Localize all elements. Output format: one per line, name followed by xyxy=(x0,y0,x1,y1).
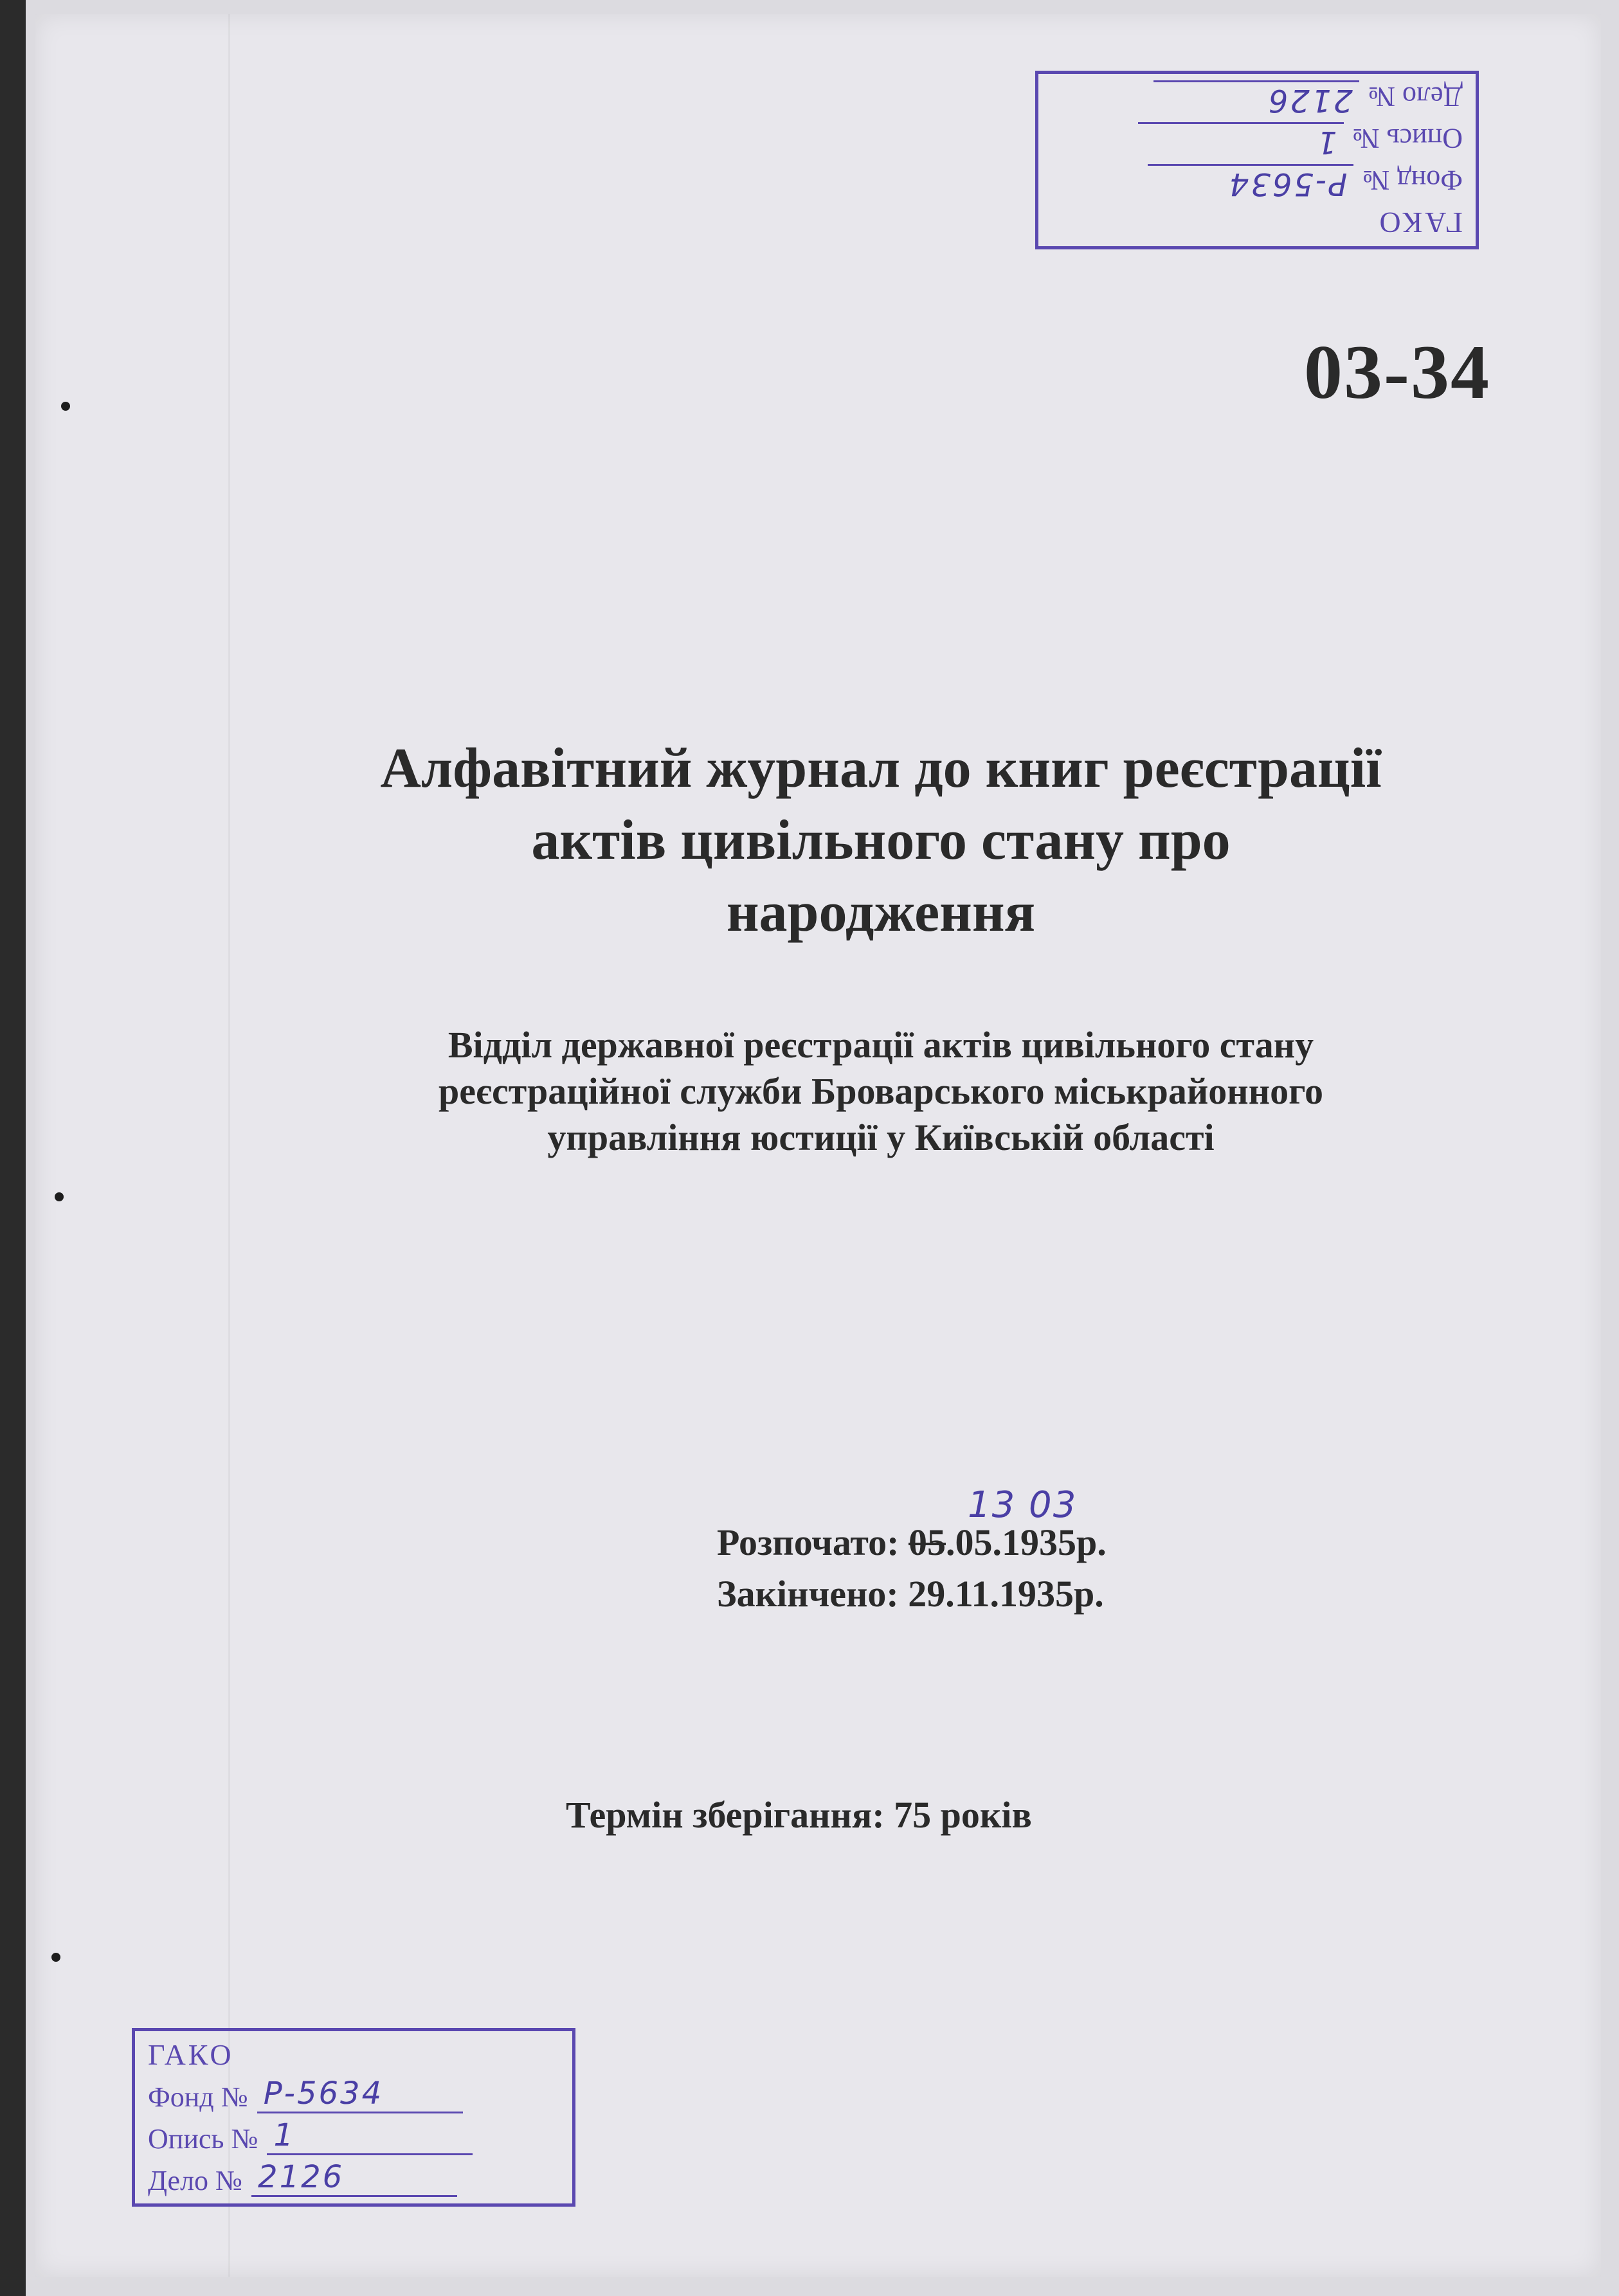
stamp-opys-label: Опись № xyxy=(1352,123,1463,154)
stamp-delo-label: Дело № xyxy=(148,2165,243,2196)
stamp-fond-row xyxy=(148,2076,559,2113)
storage-term: Термін зберігання: 75 років xyxy=(566,1794,1032,1836)
date-block xyxy=(717,1484,1107,1620)
title-line: народження xyxy=(726,881,1036,944)
stamp-fond-label: Фонд № xyxy=(1362,165,1463,196)
stamp-title: ГАКО xyxy=(148,2038,234,2071)
punch-mark xyxy=(55,1192,64,1201)
started-struck-day: 05 xyxy=(908,1521,946,1563)
stamp-delo-value: 2126 xyxy=(1153,80,1359,118)
document-subtitle xyxy=(193,1022,1569,1161)
stamp-title: ГАКО xyxy=(1377,206,1463,239)
stamp-opys-label: Опись № xyxy=(148,2123,258,2155)
stamp-opys-value: 1 xyxy=(1138,122,1344,160)
started-row xyxy=(717,1484,1107,1568)
stamp-opys-value: 1 xyxy=(267,2117,473,2155)
stamp-fond-row xyxy=(1051,164,1463,202)
handwritten-correction: 13 03 xyxy=(968,1484,1078,1526)
started-date: .05.1935р. xyxy=(945,1521,1107,1563)
punch-mark xyxy=(61,402,70,411)
title-line: актів цивільного стану про xyxy=(531,809,1231,872)
stamp-fond-label: Фонд № xyxy=(148,2081,248,2113)
stamp-fond-value: Р-5634 xyxy=(257,2076,463,2113)
finished-row xyxy=(717,1568,1107,1620)
stamp-delo-label: Дело № xyxy=(1368,81,1463,112)
archive-stamp xyxy=(132,2028,575,2207)
stamp-delo-row xyxy=(148,2159,559,2197)
punch-mark xyxy=(51,1953,60,1962)
stamp-delo-value: 2126 xyxy=(251,2159,457,2197)
subtitle-line: реєстраційної служби Броварського міськрайонного xyxy=(438,1070,1324,1112)
archive-stamp-inverted xyxy=(1035,71,1479,249)
stamp-opys-row xyxy=(1051,122,1463,160)
finished-date: 29.11.1935р. xyxy=(908,1573,1104,1615)
stamp-opys-row xyxy=(148,2117,559,2155)
started-label: Розпочато: xyxy=(717,1521,900,1563)
subtitle-line: Відділ державної реєстрації актів цивільного стану xyxy=(448,1024,1314,1066)
document-title xyxy=(193,733,1569,949)
document-code: 03-34 xyxy=(1304,329,1490,415)
finished-label: Закінчено: xyxy=(717,1573,899,1615)
stamp-fond-value: Р-5634 xyxy=(1148,164,1353,202)
subtitle-line: управління юстиції у Київській області xyxy=(547,1117,1215,1158)
stamp-delo-row xyxy=(1051,80,1463,118)
title-line: Алфавітний журнал до книг реєстрації xyxy=(380,737,1382,800)
